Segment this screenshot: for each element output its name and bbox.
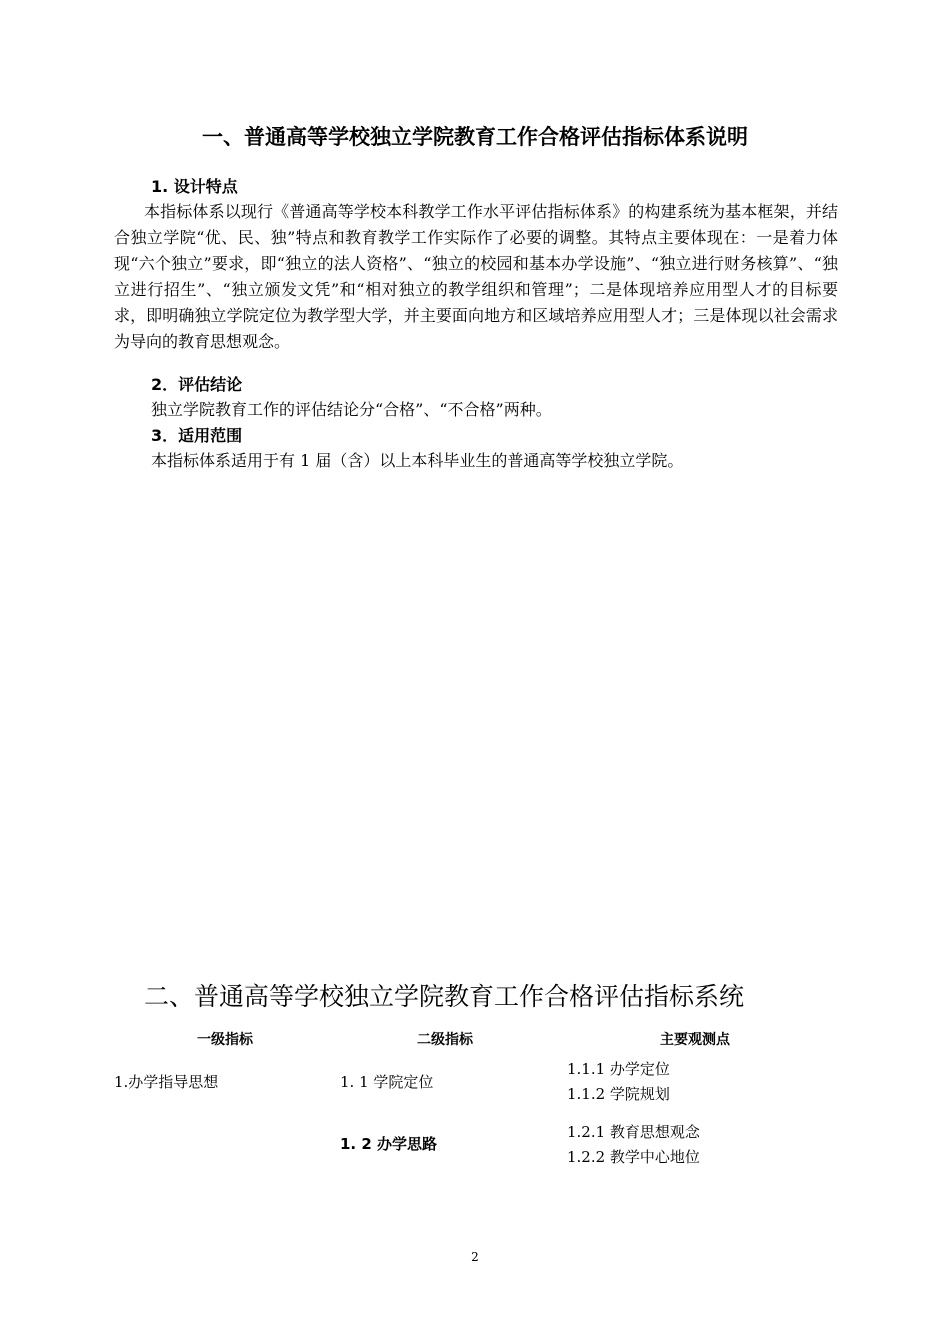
page-number: 2: [471, 1250, 479, 1264]
design-paragraph: 本指标体系以现行《普通高等学校本科教学工作水平评估指标体系》的构建系统为基本框架，并结合独立学院“优、民、独”特点和教育教学工作实际作了必要的调整。其特点主要体现在：一是着力体现“六个独立”要求，即“独立的法人资格”、“独立的校园和基本办学设施”、“独立进行财务核算”、“独立进行招生”、“独立颁发文凭”和“相对独立的教学组织和管理”；二是体现培养应用型人才的目标要求，即明确独立学院定位为教学型大学，并主要面向地方和区域培养应用型人才；三是体现以社会需求为导向的教育思想观念。: [114, 202, 838, 351]
row1-point1: 1.1.1 办学定位: [567, 1060, 670, 1078]
conclusion-paragraph: 独立学院教育工作的评估结论分“合格”、“不合格”两种。: [151, 400, 552, 419]
scope-paragraph: 本指标体系适用于有 1 届（含）以上本科毕业生的普通高等学校独立学院。: [151, 451, 684, 470]
section2-title: 二、普通高等学校独立学院教育工作合格评估指标系统: [144, 982, 745, 1011]
row1-level1: 1.办学指导思想: [114, 1073, 219, 1091]
row2-level2: 1. 2 办学思路: [340, 1135, 438, 1153]
row2-point1: 1.2.1 教育思想观念: [567, 1123, 700, 1141]
conclusion-heading: 2．评估结论: [151, 375, 243, 394]
scope-heading: 3．适用范围: [151, 426, 243, 445]
header-observation: 主要观测点: [660, 1032, 730, 1048]
header-level2: 二级指标: [417, 1032, 473, 1048]
row1-level2: 1. 1 学院定位: [340, 1073, 434, 1091]
row1-point2: 1.1.2 学院规划: [567, 1085, 670, 1103]
section1-title: 一、普通高等学校独立学院教育工作合格评估指标体系说明: [202, 125, 748, 149]
row2-point2: 1.2.2 教学中心地位: [567, 1148, 700, 1166]
header-level1: 一级指标: [197, 1032, 253, 1048]
design-heading: 1. 设计特点: [151, 177, 238, 196]
